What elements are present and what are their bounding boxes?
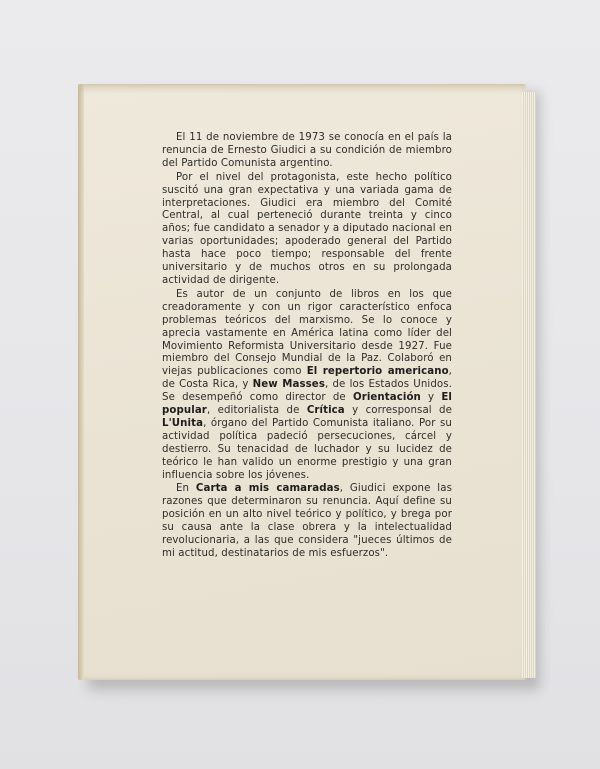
paragraph-3-text: y: [420, 392, 442, 404]
paragraph-2: Por el nivel del protagonista, este hecho político suscitó una gran expectativa y una variada gama de interpretaciones. Giudici era miembro del Comité Central, al cual perteneció durante treinta y cinco años; fue candidato a senador y a diputado nacional en varias oportunidades; apoderado general del Partido hasta hace poco tiempo; responsable del frente universitario y de muchos otros en su prolongada actividad de dirigente.: [162, 171, 452, 286]
book-page-edge: [522, 92, 536, 678]
paragraph-4-text: , Giudici expone las razones que determinaron su renuncia. Aquí define su posición en un alto nivel teórico y político, y brega por su causa ante la clase obrera y la intelectualidad revolucionaria, a las que considera "jueces últimos de mi actitud, destinatarios de mis esfuerzos".: [162, 483, 452, 559]
book-spine-edge: [78, 84, 84, 680]
cover-top-stain: [80, 84, 524, 94]
publication-title: El repertorio americano: [306, 366, 449, 378]
paragraph-3-text: Es autor de un conjunto de libros en los que creadoramente y con un rigor característico enfoca problemas teóricos del marxismo. Se lo conoce y aprecia vastamente en América latina como líder del Movimiento Reformista Universitario desde 1927. Fue miembro del Consejo Mundial de la Paz. Colaboró en viejas publicaciones como: [162, 288, 452, 378]
paragraph-3-text: , de Costa Rica, y: [162, 366, 453, 391]
paragraph-3-text: y corresponsal de: [344, 405, 452, 417]
paragraph-4-text: En: [176, 483, 196, 495]
paragraph-3-text: , órgano del Partido Comunista italiano. Por su actividad política padeció persecuciones, cárcel y destierro. Su tenacidad de luchador y su lucidez de teórico le han valido un enorme prestigio y una gran influencia sobre los jóvenes.: [162, 417, 452, 481]
publication-title: New Masses: [252, 379, 325, 391]
paragraph-3-text: , editorialista de: [206, 405, 307, 417]
publication-title: Orientación: [352, 392, 421, 404]
paragraph-3-text: , de los Estados Unidos. Se desempeñó como director de: [162, 379, 452, 404]
publication-title: El popular: [162, 392, 452, 417]
publication-title: Crítica: [306, 405, 345, 417]
paragraph-4: [162, 483, 452, 560]
back-cover-text: [162, 132, 452, 562]
publication-title: L'Unita: [162, 417, 204, 429]
paragraph-3: [162, 289, 452, 483]
book-title: Carta a mis camaradas: [195, 483, 340, 495]
paragraph-1: El 11 de noviembre de 1973 se conocía en el país la renuncia de Ernesto Giudici a su condición de miembro del Partido Comunista argentino.: [162, 132, 452, 169]
